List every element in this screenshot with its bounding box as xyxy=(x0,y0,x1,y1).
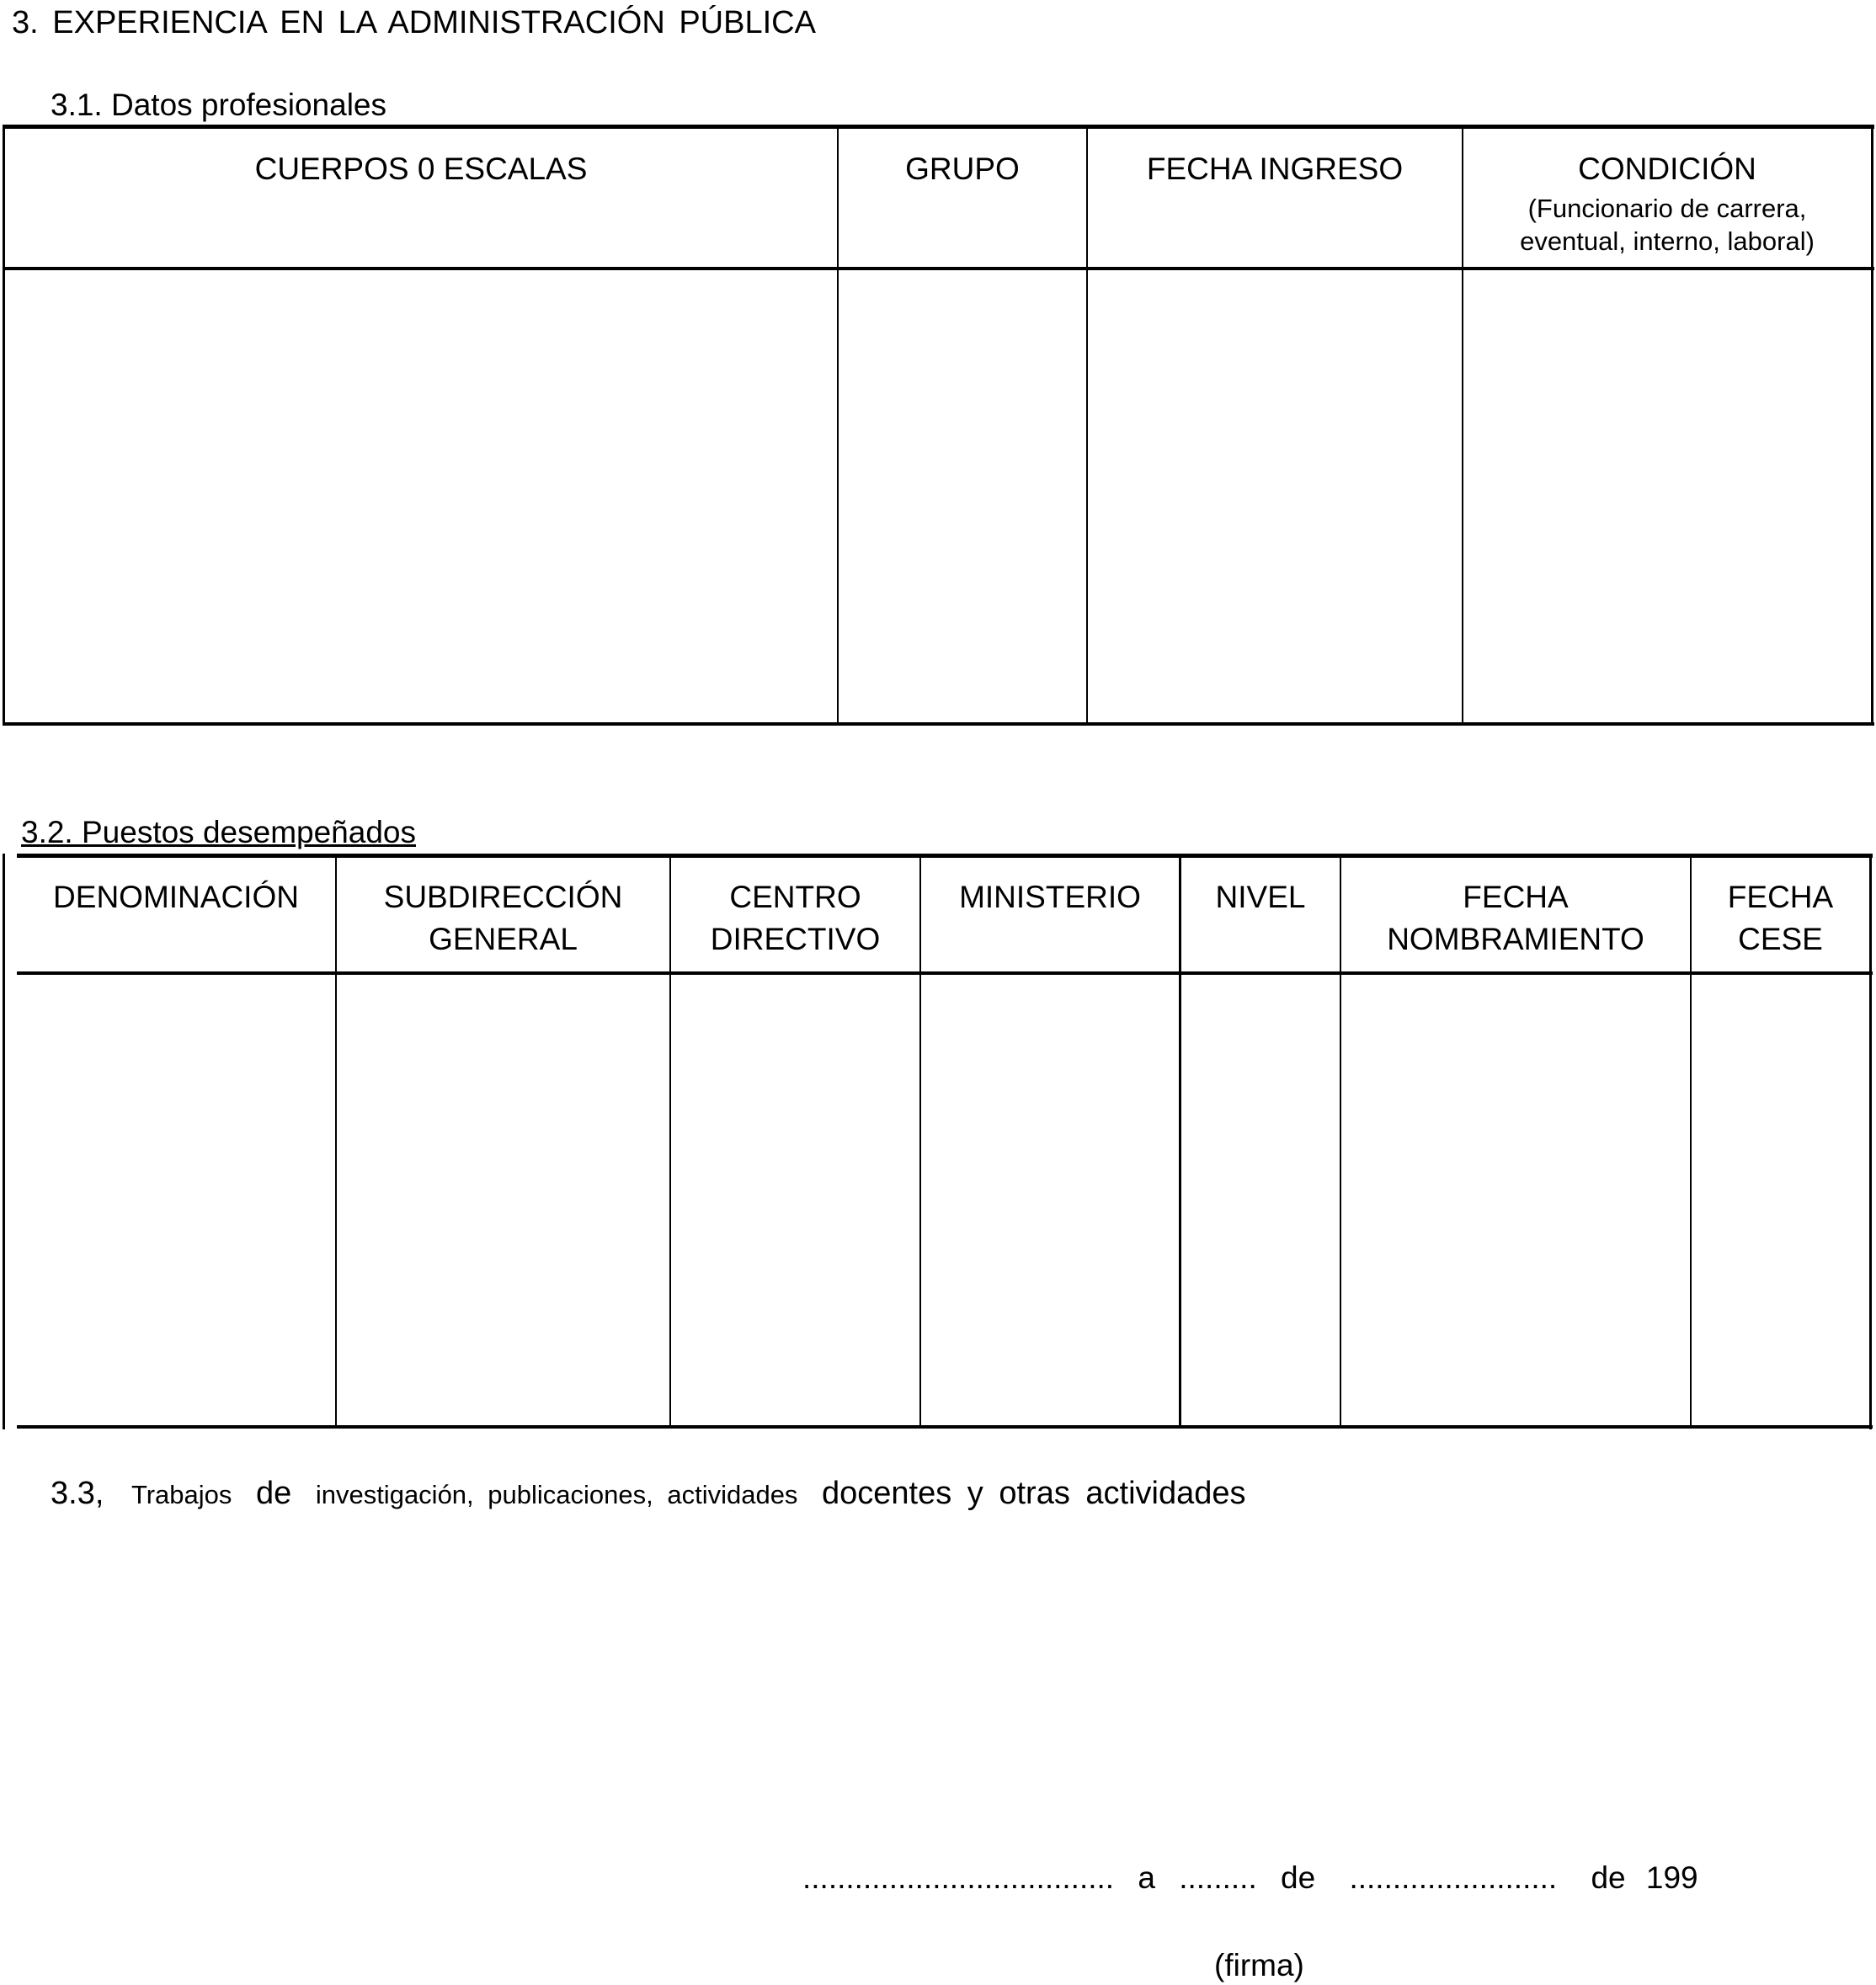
date-text: a xyxy=(1138,1860,1155,1895)
table-border-left xyxy=(3,125,5,726)
datos-profesionales-heading: 3.1. Datos profesionales xyxy=(51,88,387,122)
header-line: CESE xyxy=(1738,922,1823,956)
header-line: NOMBRAMIENTO xyxy=(1387,922,1644,956)
col-header-denominacion xyxy=(17,876,335,918)
header-line: DENOMINACIÓN xyxy=(53,880,299,914)
condicion-note-1: (Funcionario de carrera, xyxy=(1527,194,1807,223)
trabajos-heading xyxy=(51,1477,1246,1509)
header-line: SUBDIRECCIÓN xyxy=(383,880,623,914)
col-header-grupo: GRUPO xyxy=(905,152,1020,186)
trabajos-text: investigación, publicaciones, actividades xyxy=(315,1480,798,1509)
header-divider xyxy=(3,267,1874,270)
column-divider xyxy=(919,855,921,1428)
date-text: de xyxy=(1281,1860,1316,1895)
col-header-ministerio xyxy=(921,876,1179,918)
table-border-right xyxy=(1869,854,1872,1429)
trabajos-num: 3.3, xyxy=(51,1476,104,1511)
header-line: GENERAL xyxy=(429,922,578,956)
column-divider xyxy=(837,126,839,724)
table-border-bottom xyxy=(17,1425,1873,1429)
col-header-condicion: CONDICIÓN xyxy=(1578,152,1756,186)
col-header-centro xyxy=(671,876,919,961)
puestos-heading: 3.2. Puestos desempeñados xyxy=(21,815,416,849)
col-header-cuerpos: CUERPOS 0 ESCALAS xyxy=(254,152,588,186)
condicion-note-2: eventual, interno, laboral) xyxy=(1520,226,1815,256)
table-border-left xyxy=(3,854,5,1429)
year-text: 199 xyxy=(1645,1860,1698,1895)
col-header-fecha-cese xyxy=(1692,876,1869,961)
date-line xyxy=(802,1862,1698,1893)
firma-label: (firma) xyxy=(1214,1948,1304,1982)
col-header-nivel xyxy=(1181,876,1340,918)
section-title: 3. EXPERIENCIA EN LA ADMINISTRACIÓN PÚBLICA xyxy=(12,5,816,40)
date-text: de xyxy=(1591,1860,1626,1895)
column-divider xyxy=(1086,126,1088,724)
table-border-top xyxy=(17,854,1873,858)
header-line: NIVEL xyxy=(1215,880,1306,914)
column-divider xyxy=(1179,855,1181,1428)
col-header-fecha-ingreso: FECHA INGRESO xyxy=(1146,152,1404,186)
trabajos-text: de xyxy=(255,1476,292,1511)
header-divider xyxy=(17,971,1873,975)
place-blank: .................................... xyxy=(802,1860,1115,1895)
header-line: FECHA xyxy=(1727,880,1834,914)
col-header-fecha-nombramiento xyxy=(1341,876,1690,961)
col-header-subdireccion xyxy=(337,876,669,961)
table-border-bottom xyxy=(3,722,1874,726)
trabajos-text: docentes y otras actividades xyxy=(822,1476,1246,1511)
day-blank: ......... xyxy=(1179,1860,1257,1895)
header-line: DIRECTIVO xyxy=(710,922,881,956)
table-border-right xyxy=(1871,125,1873,726)
header-line: MINISTERIO xyxy=(959,880,1141,914)
month-blank: ........................ xyxy=(1349,1860,1558,1895)
header-line: FECHA xyxy=(1463,880,1569,914)
table-border-top xyxy=(3,125,1874,129)
header-line: CENTRO xyxy=(729,880,861,914)
trabajos-text: Trabajos xyxy=(131,1480,232,1509)
